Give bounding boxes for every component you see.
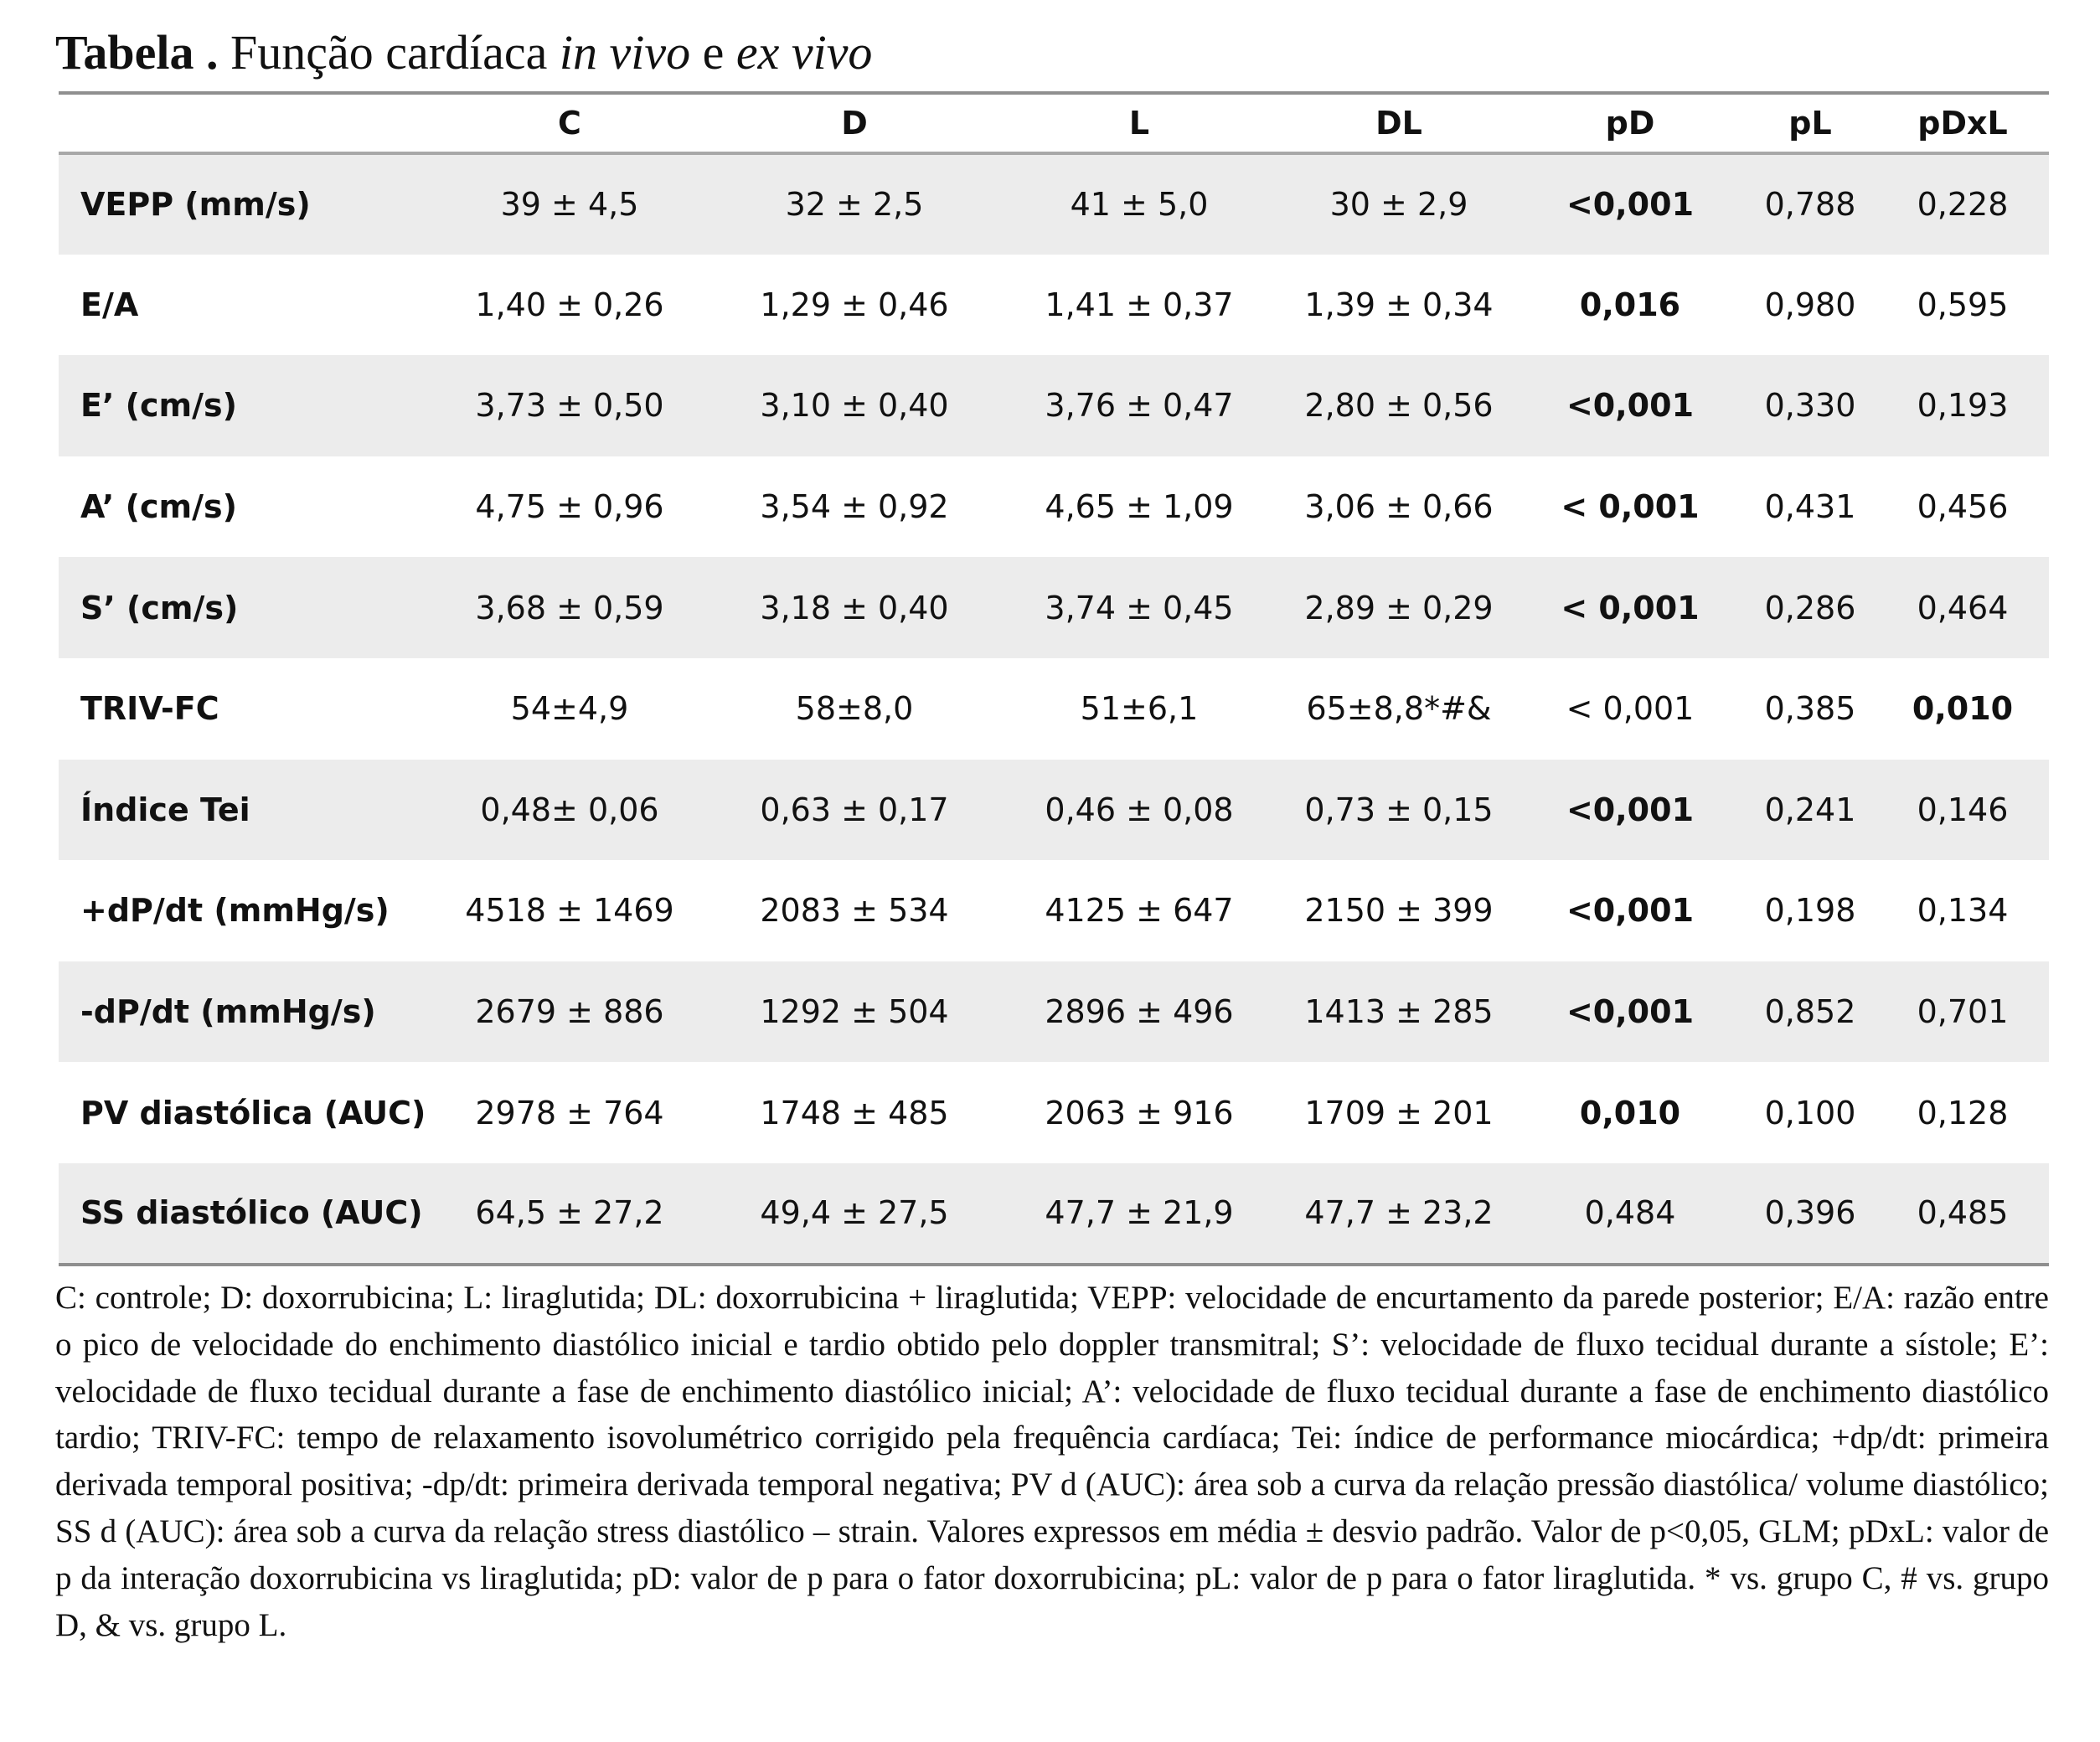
table-cell: 64,5 ± 27,2 <box>427 1163 712 1265</box>
table-cell: 0,010 <box>1579 1094 1681 1131</box>
table-cell: 1413 ± 285 <box>1282 961 1516 1063</box>
table-cell: 3,54 ± 0,92 <box>760 488 949 526</box>
table-cell: 0,134 <box>1917 892 2009 930</box>
header-cell: L <box>997 93 1282 153</box>
caption-text-1: Função cardíaca <box>218 25 560 80</box>
table-cell: 0,193 <box>1876 355 2049 456</box>
row-label: E’ (cm/s) <box>59 355 427 456</box>
table-cell: 39 ± 4,5 <box>427 153 712 255</box>
table-row <box>59 456 2049 558</box>
table-cell: 0,431 <box>1764 488 1856 526</box>
table-cell: 0,198 <box>1764 892 1856 930</box>
table-cell: 4,75 ± 0,96 <box>475 488 664 526</box>
table-cell: 0,456 <box>1917 488 2009 526</box>
table-cell: 2679 ± 886 <box>427 961 712 1063</box>
table-row <box>59 760 2049 861</box>
table-cell: 0,464 <box>1876 557 2049 658</box>
table-cell: 1,40 ± 0,26 <box>475 286 664 323</box>
caption-lead: Tabela . <box>55 25 219 80</box>
table-cell: 1748 ± 485 <box>760 1094 949 1131</box>
table-cell: 0,385 <box>1764 690 1856 728</box>
table-row <box>59 1062 2049 1163</box>
table-cell: 49,4 ± 27,5 <box>712 1163 997 1265</box>
table-cell: 54±4,9 <box>510 690 629 728</box>
table-cell: <0,001 <box>1516 355 1744 456</box>
table-cell: 1,29 ± 0,46 <box>760 286 949 323</box>
table-cell: 2896 ± 496 <box>997 961 1282 1063</box>
table-cell: <0,001 <box>1516 961 1744 1063</box>
table-cell: 3,73 ± 0,50 <box>427 355 712 456</box>
row-label: E/A <box>80 286 139 323</box>
row-label: Índice Tei <box>59 760 427 861</box>
table-cell: 0,016 <box>1579 286 1681 323</box>
row-label: S’ (cm/s) <box>59 557 427 658</box>
table-cell: 4,65 ± 1,09 <box>1045 488 1234 526</box>
table-cell: 1,41 ± 0,37 <box>1045 286 1234 323</box>
table-row <box>59 1163 2049 1265</box>
table-cell: 4125 ± 647 <box>1045 892 1234 930</box>
table-cell: 0,701 <box>1876 961 2049 1063</box>
table-cell: 0,485 <box>1876 1163 2049 1265</box>
table-cell: 0,330 <box>1744 355 1876 456</box>
table-cell: 0,46 ± 0,08 <box>997 760 1282 861</box>
table-cell: 0,852 <box>1744 961 1876 1063</box>
table-cell: 0,100 <box>1764 1094 1856 1131</box>
table-cell: 51±6,1 <box>1080 690 1199 728</box>
table-cell: <0,001 <box>1566 892 1695 930</box>
header-cell: pDxL <box>1876 93 2049 153</box>
table-row <box>59 255 2049 356</box>
table-cell: 0,396 <box>1744 1163 1876 1265</box>
table-cell: < 0,001 <box>1566 690 1695 728</box>
table-cell: 0,484 <box>1516 1163 1744 1265</box>
table-cell: 65±8,8*#& <box>1306 690 1492 728</box>
data-table <box>59 91 2049 1266</box>
header-cell: D <box>712 93 997 153</box>
table-cell: 0,788 <box>1744 153 1876 255</box>
table-cell: 0,241 <box>1744 760 1876 861</box>
table-cell: 3,74 ± 0,45 <box>997 557 1282 658</box>
table-row <box>59 355 2049 456</box>
table-cell: 0,48± 0,06 <box>427 760 712 861</box>
table-cell: <0,001 <box>1516 760 1744 861</box>
table-cell: 41 ± 5,0 <box>997 153 1282 255</box>
table-row <box>59 860 2049 961</box>
table-cell: 1292 ± 504 <box>712 961 997 1063</box>
table-cell: < 0,001 <box>1561 488 1700 526</box>
table-cell: 2063 ± 916 <box>1045 1094 1234 1131</box>
table-cell: 32 ± 2,5 <box>712 153 997 255</box>
table-cell: 2150 ± 399 <box>1304 892 1494 930</box>
header-cell: DL <box>1282 93 1516 153</box>
table-cell: 3,06 ± 0,66 <box>1304 488 1494 526</box>
table-cell: 0,146 <box>1876 760 2049 861</box>
row-label: -dP/dt (mmHg/s) <box>59 961 427 1063</box>
table-row <box>59 557 2049 658</box>
table-cell: 2,89 ± 0,29 <box>1282 557 1516 658</box>
row-label: A’ (cm/s) <box>80 488 237 526</box>
caption-italic-2: ex vivo <box>735 25 873 80</box>
table-cell: 0,595 <box>1917 286 2009 323</box>
caption-italic-1: in vivo <box>559 25 691 80</box>
table-cell: 4518 ± 1469 <box>465 892 674 930</box>
table-cell: 3,10 ± 0,40 <box>712 355 997 456</box>
table-cell: 0,980 <box>1764 286 1856 323</box>
header-cell: pL <box>1744 93 1876 153</box>
table-cell: 47,7 ± 23,2 <box>1282 1163 1516 1265</box>
table-row <box>59 658 2049 760</box>
table-cell: 58±8,0 <box>795 690 914 728</box>
table-body <box>59 153 2049 1265</box>
table-cell: 2083 ± 534 <box>760 892 949 930</box>
table-cell: 0,63 ± 0,17 <box>712 760 997 861</box>
row-label: SS diastólico (AUC) <box>59 1163 427 1265</box>
table-cell: 30 ± 2,9 <box>1282 153 1516 255</box>
table-cell: 0,286 <box>1744 557 1876 658</box>
header-row <box>59 93 2049 153</box>
row-label: VEPP (mm/s) <box>59 153 427 255</box>
table-caption <box>55 20 872 85</box>
table-cell: 0,228 <box>1876 153 2049 255</box>
row-label: +dP/dt (mmHg/s) <box>80 892 390 930</box>
table-row <box>59 961 2049 1063</box>
table-cell: <0,001 <box>1516 153 1744 255</box>
row-label: TRIV-FC <box>80 690 219 728</box>
table-cell: 0,128 <box>1917 1094 2009 1131</box>
table-cell: 3,68 ± 0,59 <box>427 557 712 658</box>
header-cell-empty <box>59 93 427 153</box>
table-cell: 1709 ± 201 <box>1304 1094 1494 1131</box>
table-cell: 47,7 ± 21,9 <box>997 1163 1282 1265</box>
table-cell: 0,010 <box>1912 690 2014 728</box>
header-cell: pD <box>1516 93 1744 153</box>
table-cell: 2,80 ± 0,56 <box>1282 355 1516 456</box>
header-cell: C <box>427 93 712 153</box>
table-cell: 1,39 ± 0,34 <box>1304 286 1494 323</box>
table-cell: < 0,001 <box>1516 557 1744 658</box>
table-cell: 0,73 ± 0,15 <box>1282 760 1516 861</box>
table-row <box>59 153 2049 255</box>
table-cell: 3,18 ± 0,40 <box>712 557 997 658</box>
row-label: PV diastólica (AUC) <box>80 1094 426 1131</box>
table-cell: 3,76 ± 0,47 <box>997 355 1282 456</box>
caption-text-2: e <box>690 25 736 80</box>
table-cell: 2978 ± 764 <box>475 1094 664 1131</box>
footnote: C: controle; D: doxorrubicina; L: liraglutida; DL: doxorrubicina + liraglutida; VEPP: velocidade de encurtamento da parede posterior; E/A: razão entre o pico de velocidade do enchimento diastólico inicial e tardio obtido pelo doppler transmitral; S’: velocidade de fluxo tecidual durante a sístole; E’: velocidade de fluxo tecidual durante a fase de enchimento diastólico inicial; A’: velocidade de fluxo tecidual durante a fase de enchimento diastólico tardio; TRIV-FC: tempo de relaxamento isovolumétrico corrigido pela frequência cardíaca; Tei: índice de performance miocárdica; +dp/dt: primeira derivada temporal positiva; -dp/dt: primeira derivada temporal negativa; PV d (AUC): área sob a curva da relação pressão diastólica/ volume diastólico; SS d (AUC): área sob a curva da relação stress diastólico – strain. Valores expressos em média ± desvio padrão. Valor de p<0,05, GLM; pDxL: valor de p da interação doxorrubicina vs liraglutida; pD: valor de p para o fator doxorrubicina; pL: valor de p para o fator liraglutida. * vs. grupo C, # vs. grupo D, & vs. grupo L. <box>55 1280 2049 1643</box>
